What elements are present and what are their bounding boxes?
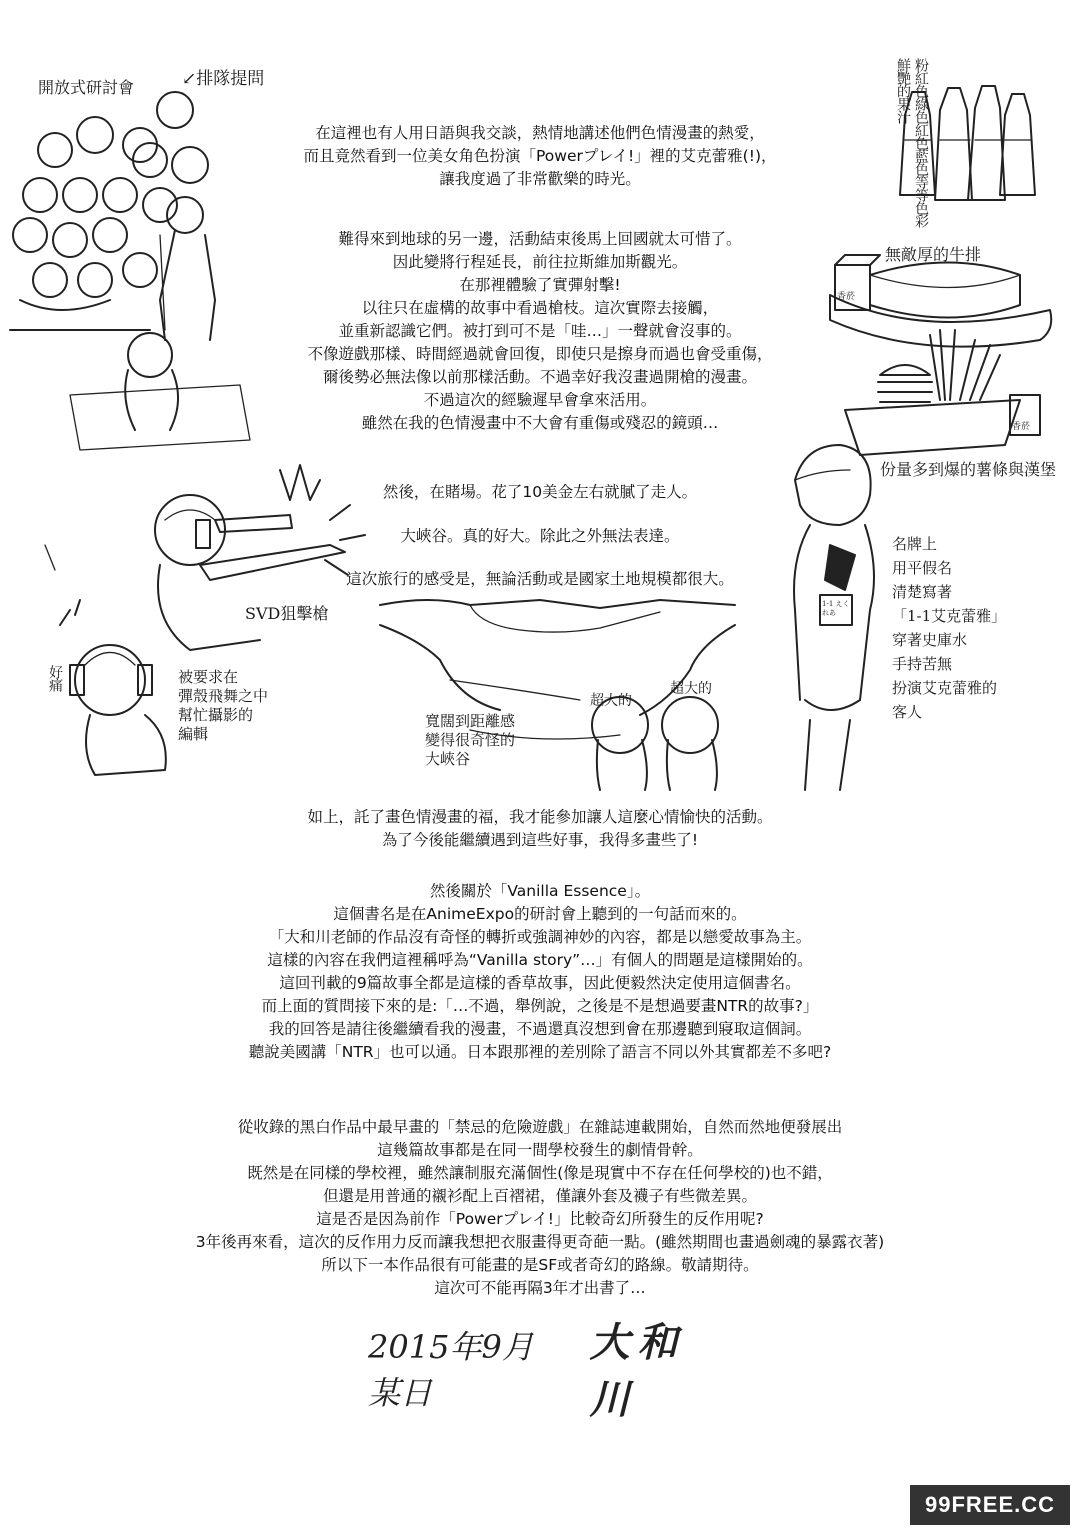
text-line: 在那裡體驗了實彈射擊!	[459, 276, 621, 294]
cosplay-note-line: 穿著史庫水	[892, 631, 968, 649]
canyon-note	[425, 712, 515, 769]
text-line: 但還是用普通的襯衫配上百褶裙，僅讓外套及襪子有些微差異。	[322, 1187, 757, 1205]
text-line: 不過這次的經驗遲早會拿來活用。	[423, 391, 657, 409]
paragraph-school-setting	[0, 1116, 1080, 1300]
signature-date: 2015年9月某日	[368, 1328, 534, 1412]
steak-note: 無敵厚的牛排	[885, 245, 982, 264]
text-line: 並重新認識它們。被打到可不是「哇…」一聲就會沒事的。	[338, 322, 742, 340]
seminar-note: 開放式研討會	[38, 78, 135, 97]
text-line: 這是否是因為前作「Powerプレイ!」比較奇幻所發生的反作用呢?	[316, 1210, 764, 1228]
editor-note-line: 幫忙攝影的	[178, 706, 254, 724]
cosplay-note-line: 「1-1艾克蕾雅」	[892, 607, 1007, 625]
paragraph-las-vegas	[0, 228, 1080, 435]
text-line: 這樣的內容在我們這裡稱呼為“Vanilla story”…」有個人的問題是這樣開始的。	[267, 951, 813, 969]
text-line: 在這裡也有人用日語與我交談，熱情地講述他們色情漫畫的熱愛，	[315, 124, 765, 142]
queue-note: ↙排隊提問	[182, 69, 265, 89]
text-line: 這幾篇故事都是在同一間學校發生的劇情骨幹。	[377, 1141, 703, 1159]
big-note-1: 超大的	[590, 693, 632, 709]
brand-label-drink: 香菸	[1012, 422, 1031, 432]
burger-note: 份量多到爆的薯條與漢堡	[880, 460, 1057, 479]
site-watermark: 99FREE.CC	[910, 1485, 1070, 1525]
text-line: 所以下一本作品很有可能畫的是SF或者奇幻的路線。敬請期待。	[321, 1256, 759, 1274]
text-line: 為了今後能繼續遇到這些好事，我得多畫些了!	[381, 831, 699, 849]
text-line: 讓我度過了非常歡樂的時光。	[439, 170, 641, 188]
editor-note-line: 編輯	[178, 725, 209, 743]
text-line: 我的回答是請往後繼續看我的漫畫，不過還真沒想到會在那邊聽到寢取這個詞。	[268, 1020, 812, 1038]
cosplay-note-line: 客人	[892, 703, 923, 721]
text-line: 雖然在我的色情漫畫中不大會有重傷或殘忍的鏡頭…	[361, 414, 719, 432]
cosplay-note-line: 扮演艾克蕾雅的	[892, 679, 998, 697]
canyon-note-line: 寬闊到距離感	[425, 712, 516, 730]
text-line: 如上，託了畫色情漫畫的福，我才能參加讓人這麼心情愉快的活動。	[307, 808, 773, 826]
text-line: 聽說美國講「NTR」也可以通。日本跟那裡的差別除了語言不同以外其實都差不多吧?	[248, 1043, 832, 1061]
cosplay-note-line: 用平假名	[892, 559, 953, 577]
paragraph-thanks	[0, 806, 1080, 852]
signature-author: 大和川	[589, 1319, 686, 1423]
juice-note: 粉紅色綠色紅色藍色等等色彩鮮艷的果汁	[895, 58, 929, 227]
paragraph-canyon	[0, 525, 1080, 548]
signature	[368, 1319, 712, 1423]
name-tag-text: 1-1 えくれあ	[822, 600, 850, 617]
text-line: 而上面的質問接下來的是:「…不過，舉例說，之後是不是想過要畫NTR的故事?」	[261, 997, 819, 1015]
brand-label-steak: 香菸	[837, 292, 856, 302]
paragraph-anime-expo	[0, 122, 1080, 191]
text-line: 這回刊載的9篇故事全都是這樣的香草故事，因此便毅然決定使用這個書名。	[279, 974, 801, 992]
editor-note-line: 彈殼飛舞之中	[178, 687, 269, 705]
text-line: 然後關於「Vanilla Essence」。	[429, 882, 651, 900]
text-line: 不像遊戲那樣、時間經過就會回復，即使只是擦身而過也會受重傷，	[307, 345, 773, 363]
text-line: 既然是在同樣的學校裡，雖然讓制服充滿個性(像是現實中不存在任何學校的)也不錯，	[247, 1164, 833, 1182]
paragraph-title-origin	[0, 880, 1080, 1064]
editor-note-line: 被要求在	[178, 668, 239, 686]
text-line: 以往只在虛構的故事中看過槍枝。這次實際去接觸，	[361, 299, 719, 317]
text-line: 因此變將行程延長，前往拉斯維加斯觀光。	[392, 253, 688, 271]
text-line: 這個書名是在AnimeExpo的研討會上聽到的一句話而來的。	[333, 905, 747, 923]
cosplay-note-line: 名牌上	[892, 535, 938, 553]
canyon-note-line: 大峽谷	[425, 750, 471, 768]
canyon-note-line: 變得很奇怪的	[425, 731, 516, 749]
text-line: 3年後再來看，這次的反作用力反而讓我想把衣服畫得更奇葩一點。(雖然期間也畫過劍魂的暴露衣著)	[195, 1233, 885, 1251]
cosplay-note-line: 清楚寫著	[892, 583, 953, 601]
cosplay-note	[892, 532, 1006, 724]
text-line: 爾後勢必無法像以前那樣活動。不過幸好我沒畫過開槍的漫畫。	[322, 368, 757, 386]
text-line: 而且竟然看到一位美女角色扮演「Powerプレイ!」裡的艾克蕾雅(!)，	[303, 147, 777, 165]
text-line: 從收錄的黑白作品中最早畫的「禁忌的危險遊戲」在雜誌連載開始，自然而然地便發展出	[237, 1118, 843, 1136]
text-line: 難得來到地球的另一邊，活動結束後馬上回國就太可惜了。	[338, 230, 742, 248]
paragraph-impression	[0, 568, 1080, 591]
text-line: 這次可不能再隔3年才出書了…	[434, 1279, 646, 1297]
big-note-2: 超大的	[670, 681, 712, 697]
text-line: 大峽谷。真的好大。除此之外無法表達。	[400, 527, 680, 545]
text-line: 「大和川老師的作品沒有奇怪的轉折或強調神妙的內容，都是以戀愛故事為主。	[268, 928, 812, 946]
ouch-note: 好痛	[47, 665, 63, 691]
text-line: 這次旅行的感受是，無論活動或是國家土地規模都很大。	[346, 570, 734, 588]
editor-note	[178, 668, 268, 744]
text-line: 然後，在賭場。花了10美金左右就膩了走人。	[382, 483, 698, 501]
paragraph-casino	[0, 481, 1080, 504]
cosplay-note-line: 手持苦無	[892, 655, 953, 673]
rifle-note: SVD狙擊槍	[245, 604, 329, 623]
